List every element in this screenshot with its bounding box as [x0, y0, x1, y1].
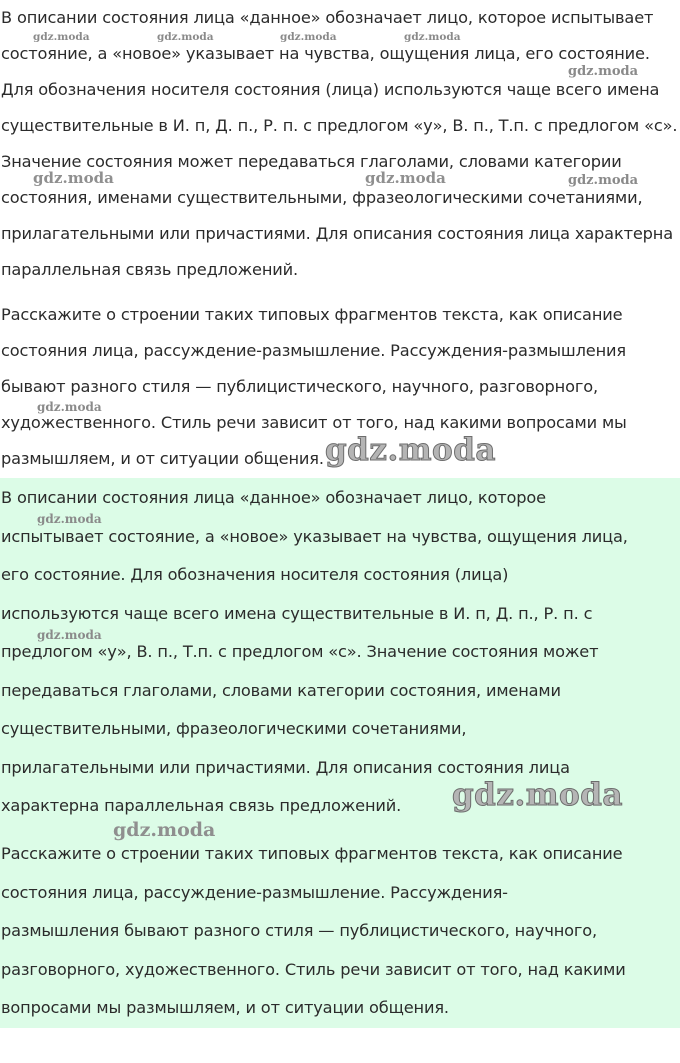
answer-paragraph-2: Расскажите о строении таких типовых фрагментов текста, как описание состояния лица, рассуждение-размышление. Рассуждения- размышления бывают разного стиля — публицистического, научного, разговорного, художественного. Стиль речи зависит от того, над какими вопросами мы размышляем, и от ситуации общения. [1, 844, 626, 1017]
watermark-logo: gdz.moda [37, 628, 102, 642]
watermark-logo: gdz.moda [33, 31, 90, 43]
watermark-logo: gdz.moda [404, 31, 461, 43]
watermark-logo: gdz.moda [568, 64, 639, 79]
watermark-logo: gdz.moda [325, 432, 496, 468]
watermark-logo: gdz.moda [452, 777, 623, 813]
watermark-logo: gdz.moda [280, 31, 337, 43]
answer-paragraph-1: В описании состояния лица «данное» обозначает лицо, которое испытывает состояние, а «новое» указывает на чувства, ощущения лица, его состояние. Для обозначения носителя состояния (лица) используются чаще всего имена существительные в И. п, Д. п., Р. п. с предлогом «у», В. п., Т.п. с предлогом «с». Значение состояния может передаваться глаголами, словами категории состояния, именами существительными, фразеологическими сочетаниями, прилагательными или причастиями. Для описания состояния лица характерна параллельная связь предложений. [1, 488, 628, 815]
watermark-logo: gdz.moda [37, 400, 102, 414]
watermark-logo: gdz.moda [157, 31, 214, 43]
watermark-logo: gdz.moda [568, 173, 639, 188]
watermark-logo: gdz.moda [37, 512, 102, 526]
question-paragraph-1: В описании состояния лица «данное» обозначает лицо, которое испытывает состояние, а «новое» указывает на чувства, ощущения лица, его состояние. Для обозначения носителя состояния (лица) используются чаще всего имена существительные в И. п, Д. п., Р. п. с предлогом «у», В. п., Т.п. с предлогом «с». Значение состояния может передаваться глаголами, словами категории состояния, именами существительными, фразеологическими сочетаниями, прилагательными или причастиями. Для описания состояния лица характерна параллельная связь предложений. [1, 8, 678, 279]
question-paragraph-2: Расскажите о строении таких типовых фрагментов текста, как описание состояния лица, рассуждение-размышление. Рассуждения-размышления бывают разного стиля — публицистического, научного, разговорного, художественного. Стиль речи зависит от того, над какими вопросами мы размышляем, и от ситуации общения. [1, 305, 627, 468]
watermark-logo: gdz.moda [33, 169, 114, 187]
watermark-logo: gdz.moda [113, 819, 216, 841]
watermark-logo: gdz.moda [365, 169, 446, 187]
